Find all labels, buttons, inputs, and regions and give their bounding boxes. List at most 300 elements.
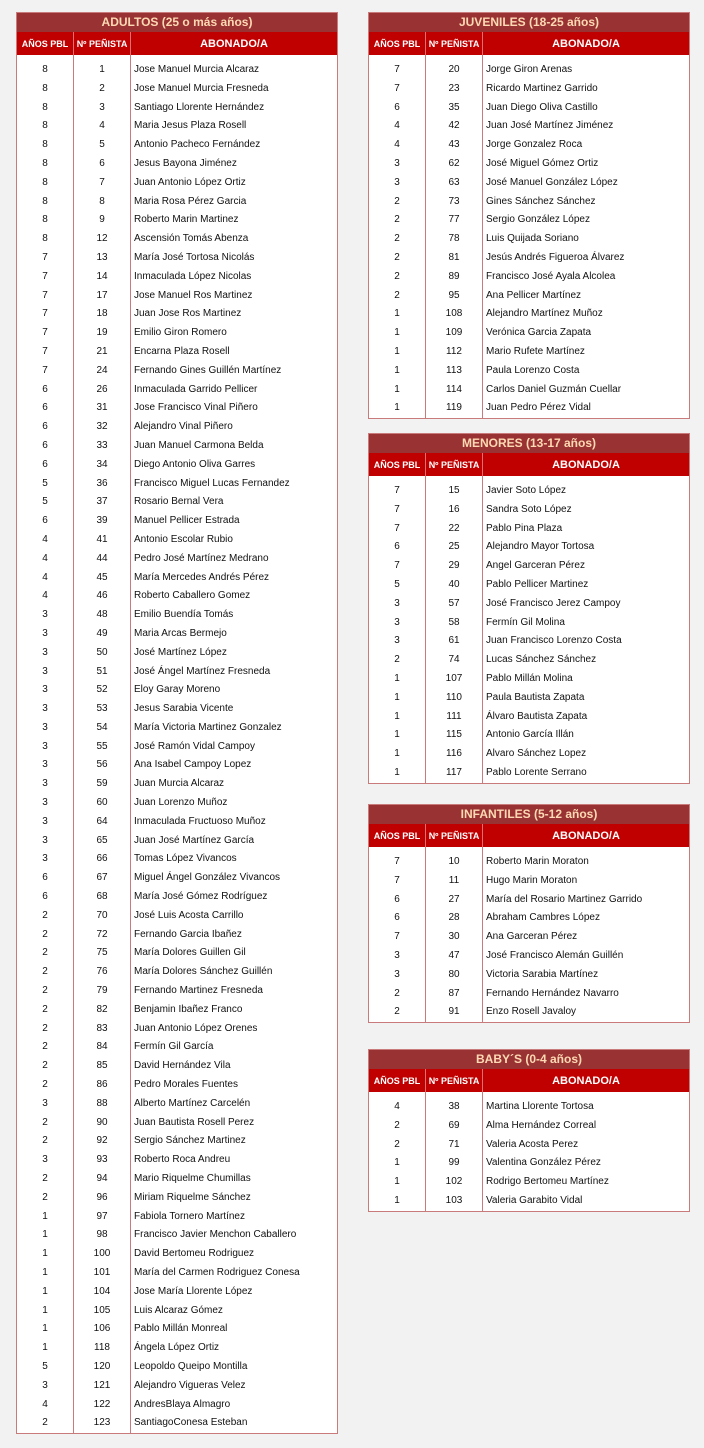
- years-cell: 2: [17, 982, 74, 1001]
- table-row: [17, 475, 338, 494]
- member-cell: Fermín Gil García: [134, 1041, 214, 1053]
- member-cell: Victoria Sarabia Martínez: [486, 968, 599, 980]
- years-cell: 3: [17, 719, 74, 738]
- member-cell: Ana Pellicer Martínez: [486, 289, 582, 301]
- table-row: [17, 625, 338, 644]
- years-cell: 3: [369, 614, 426, 633]
- years-cell: 2: [369, 1136, 426, 1155]
- number-cell: 11: [426, 872, 483, 891]
- years-cell: 1: [17, 1283, 74, 1302]
- number-cell: 9: [74, 211, 131, 230]
- years-cell: 1: [369, 764, 426, 783]
- number-cell: 69: [426, 1117, 483, 1136]
- years-cell: 3: [17, 663, 74, 682]
- member-cell: Jesús Andrés Figueroa Álvarez: [486, 251, 625, 263]
- number-cell: 49: [74, 625, 131, 644]
- table-row: [17, 1114, 338, 1133]
- table-row: [17, 907, 338, 926]
- member-cell: Jose Manuel Murcia Alcaraz: [134, 64, 260, 75]
- member-cell: Antonio Escolar Rubio: [134, 533, 233, 545]
- table-row: [17, 287, 338, 306]
- years-cell: 8: [17, 99, 74, 118]
- number-cell: 110: [426, 689, 483, 708]
- years-cell: 7: [369, 520, 426, 539]
- number-cell: 60: [74, 794, 131, 813]
- years-cell: 7: [369, 80, 426, 99]
- member-cell: Maria Arcas Bermejo: [134, 627, 227, 639]
- member-cell: María Victoria Martinez Gonzalez: [134, 721, 282, 733]
- table-babys: [368, 1049, 690, 1212]
- number-cell: 43: [426, 136, 483, 155]
- member-cell: Jose María Llorente López: [134, 1285, 253, 1297]
- member-cell: Pablo Pellicer Martinez: [486, 578, 589, 590]
- table-row: [369, 928, 690, 947]
- member-cell: María Dolores Sánchez Guillén: [134, 966, 273, 978]
- years-cell: 5: [17, 493, 74, 512]
- table-row: [17, 1151, 338, 1170]
- years-cell: 3: [17, 775, 74, 794]
- member-cell: Francisco Javier Menchon Caballero: [134, 1229, 297, 1241]
- years-cell: 1: [369, 708, 426, 727]
- number-cell: 77: [426, 211, 483, 230]
- table-row: [17, 944, 338, 963]
- number-cell: 6: [74, 155, 131, 174]
- years-cell: 3: [17, 832, 74, 851]
- member-cell: Alejandro Vigueras Velez: [134, 1379, 246, 1391]
- col-member-header: ABONADO/A: [483, 1069, 690, 1092]
- table-infantiles: [368, 804, 690, 1023]
- table-row: [369, 501, 690, 520]
- member-cell: Benjamin Ibañez Franco: [134, 1003, 243, 1015]
- member-cell: Juan José Martínez Jiménez: [486, 120, 614, 132]
- years-cell: 8: [17, 61, 74, 80]
- years-cell: 2: [17, 1170, 74, 1189]
- table-row: [17, 1095, 338, 1114]
- member-cell: Juan Antonio López Ortiz: [134, 176, 246, 188]
- number-cell: 33: [74, 437, 131, 456]
- number-cell: 87: [426, 985, 483, 1004]
- number-cell: 29: [426, 557, 483, 576]
- years-cell: 8: [17, 211, 74, 230]
- member-cell: Valeria Garabito Vidal: [486, 1194, 583, 1206]
- table-row: [17, 1339, 338, 1358]
- member-cell: Inmaculada López Nicolas: [134, 270, 252, 282]
- table-row: [17, 418, 338, 437]
- table-row: [17, 926, 338, 945]
- years-cell: 2: [17, 1132, 74, 1151]
- years-cell: 3: [17, 606, 74, 625]
- number-cell: 42: [426, 117, 483, 136]
- table-row: [17, 1226, 338, 1245]
- col-member-header: ABONADO/A: [483, 32, 690, 55]
- table-row: [17, 982, 338, 1001]
- member-cell: Pedro José Martínez Medrano: [134, 552, 269, 564]
- member-cell: Encarna Plaza Rosell: [134, 345, 230, 357]
- member-cell: Juan José Martínez García: [134, 834, 255, 846]
- years-cell: 7: [369, 61, 426, 80]
- member-cell: Juan Antonio López Orenes: [134, 1022, 258, 1034]
- table-title: MENORES (13-17 años): [369, 434, 690, 454]
- years-cell: 1: [369, 1192, 426, 1211]
- number-cell: 93: [74, 1151, 131, 1170]
- col-number-header: Nº PEÑISTA: [426, 1069, 483, 1092]
- years-cell: 2: [17, 1057, 74, 1076]
- table-row: [369, 61, 690, 80]
- table-row: [17, 606, 338, 625]
- number-cell: 25: [426, 538, 483, 557]
- years-cell: 1: [17, 1245, 74, 1264]
- member-cell: Roberto Caballero Gomez: [134, 590, 251, 602]
- table-row: [369, 80, 690, 99]
- table-row: [17, 211, 338, 230]
- table-row: [17, 230, 338, 249]
- member-cell: Sandra Soto López: [486, 503, 572, 515]
- table-row: [17, 813, 338, 832]
- years-cell: 7: [17, 343, 74, 362]
- member-cell: Verónica Garcia Zapata: [486, 327, 592, 339]
- number-cell: 89: [426, 268, 483, 287]
- table-row: [369, 155, 690, 174]
- number-cell: 2: [74, 80, 131, 99]
- member-cell: José Manuel González López: [486, 176, 618, 188]
- years-cell: 2: [17, 926, 74, 945]
- member-cell: Diego Antonio Oliva Garres: [134, 458, 256, 470]
- number-cell: 75: [74, 944, 131, 963]
- years-cell: 3: [369, 155, 426, 174]
- number-cell: 64: [74, 813, 131, 832]
- table-row: [369, 985, 690, 1004]
- table-row: [369, 399, 690, 418]
- col-years-header: AÑOS PBL: [369, 32, 426, 55]
- number-cell: 76: [74, 963, 131, 982]
- number-cell: 68: [74, 888, 131, 907]
- number-cell: 91: [426, 1003, 483, 1022]
- table-row: [17, 1245, 338, 1264]
- years-cell: 2: [17, 1189, 74, 1208]
- table-row: [17, 869, 338, 888]
- number-cell: 8: [74, 193, 131, 212]
- years-cell: 4: [17, 550, 74, 569]
- years-cell: 3: [369, 966, 426, 985]
- member-cell: María del Rosario Martinez Garrido: [486, 893, 643, 905]
- number-cell: 56: [74, 756, 131, 775]
- table-row: [369, 670, 690, 689]
- number-cell: 74: [426, 651, 483, 670]
- table-row: [369, 614, 690, 633]
- years-cell: 2: [369, 287, 426, 306]
- table-title: INFANTILES (5-12 años): [369, 805, 690, 825]
- years-cell: 2: [369, 1117, 426, 1136]
- table-row: [369, 947, 690, 966]
- member-cell: Juan Francisco Lorenzo Costa: [486, 635, 622, 647]
- number-cell: 116: [426, 745, 483, 764]
- table-row: [17, 1170, 338, 1189]
- years-cell: 6: [17, 888, 74, 907]
- number-cell: 53: [74, 700, 131, 719]
- member-cell: Fernando Hernández Navarro: [486, 987, 619, 999]
- number-cell: 27: [426, 891, 483, 910]
- table-row: [369, 362, 690, 381]
- number-cell: 57: [426, 595, 483, 614]
- years-cell: 1: [17, 1264, 74, 1283]
- number-cell: 15: [426, 482, 483, 501]
- number-cell: 63: [426, 174, 483, 193]
- years-cell: 3: [17, 1377, 74, 1396]
- table-row: [369, 1136, 690, 1155]
- member-cell: Francisco José Ayala Alcolea: [486, 270, 616, 282]
- years-cell: 7: [17, 268, 74, 287]
- member-cell: Miguel Ángel González Vivancos: [134, 872, 281, 884]
- number-cell: 67: [74, 869, 131, 888]
- member-cell: Rosario Bernal Vera: [134, 496, 224, 508]
- number-cell: 12: [74, 230, 131, 249]
- table-title: ADULTOS (25 o más años): [17, 13, 338, 33]
- years-cell: 2: [369, 651, 426, 670]
- table-row: [17, 155, 338, 174]
- table-row: [369, 909, 690, 928]
- member-cell: Sergio Sánchez Martinez: [134, 1135, 246, 1147]
- member-cell: Juan Pedro Pérez Vidal: [486, 402, 591, 414]
- table-row: [17, 832, 338, 851]
- number-cell: 81: [426, 249, 483, 268]
- years-cell: 7: [17, 305, 74, 324]
- member-cell: Pablo Millán Molina: [486, 672, 573, 684]
- number-cell: 3: [74, 99, 131, 118]
- number-cell: 37: [74, 493, 131, 512]
- number-cell: 113: [426, 362, 483, 381]
- number-cell: 78: [426, 230, 483, 249]
- member-cell: Valeria Acosta Perez: [486, 1138, 579, 1150]
- years-cell: 1: [369, 305, 426, 324]
- member-cell: Carlos Daniel Guzmán Cuellar: [486, 383, 622, 395]
- col-number-header: Nº PEÑISTA: [426, 824, 483, 847]
- member-cell: Ricardo Martinez Garrido: [486, 82, 598, 94]
- number-cell: 111: [426, 708, 483, 727]
- table-row: [369, 268, 690, 287]
- number-cell: 46: [74, 587, 131, 606]
- years-cell: 3: [17, 813, 74, 832]
- number-cell: 22: [426, 520, 483, 539]
- number-cell: 88: [74, 1095, 131, 1114]
- col-years-header: AÑOS PBL: [369, 824, 426, 847]
- years-cell: 5: [369, 576, 426, 595]
- years-cell: 7: [17, 287, 74, 306]
- col-number-header: Nº PEÑISTA: [426, 32, 483, 55]
- number-cell: 104: [74, 1283, 131, 1302]
- number-cell: 105: [74, 1302, 131, 1321]
- years-cell: 2: [17, 1076, 74, 1095]
- table-row: [369, 1173, 690, 1192]
- table-row: [17, 681, 338, 700]
- years-cell: 7: [369, 482, 426, 501]
- table-row: [17, 99, 338, 118]
- years-cell: 2: [17, 1038, 74, 1057]
- member-cell: Lucas Sánchez Sánchez: [486, 654, 597, 666]
- number-cell: 61: [426, 632, 483, 651]
- table-juveniles: [368, 12, 690, 419]
- years-cell: 3: [369, 632, 426, 651]
- number-cell: 24: [74, 362, 131, 381]
- member-cell: Jose Manuel Murcia Fresneda: [134, 82, 269, 94]
- member-cell: Alvaro Sánchez Lopez: [486, 748, 587, 760]
- member-cell: Roberto Marin Moraton: [486, 856, 589, 867]
- number-cell: 70: [74, 907, 131, 926]
- table-row: [17, 1377, 338, 1396]
- member-cell: Alejandro Mayor Tortosa: [486, 541, 595, 553]
- number-cell: 21: [74, 343, 131, 362]
- years-cell: 2: [17, 907, 74, 926]
- number-cell: 123: [74, 1414, 131, 1433]
- member-cell: Jorge Gonzalez Roca: [486, 139, 583, 151]
- member-cell: María José Tortosa Nicolás: [134, 251, 255, 263]
- member-cell: Fernando Garcia Ibañez: [134, 928, 242, 940]
- table-row: [17, 1208, 338, 1227]
- table-row: [369, 343, 690, 362]
- number-cell: 36: [74, 475, 131, 494]
- number-cell: 92: [74, 1132, 131, 1151]
- number-cell: 17: [74, 287, 131, 306]
- years-cell: 6: [369, 909, 426, 928]
- table-row: [17, 80, 338, 99]
- number-cell: 28: [426, 909, 483, 928]
- years-cell: 3: [17, 700, 74, 719]
- number-cell: 35: [426, 99, 483, 118]
- number-cell: 39: [74, 512, 131, 531]
- table-row: [17, 249, 338, 268]
- years-cell: 8: [17, 230, 74, 249]
- member-cell: Manuel Pellicer Estrada: [134, 515, 240, 527]
- table-row: [17, 1320, 338, 1339]
- number-cell: 48: [74, 606, 131, 625]
- member-cell: Abraham Cambres López: [486, 912, 600, 924]
- table-row: [17, 324, 338, 343]
- years-cell: 6: [369, 891, 426, 910]
- number-cell: 98: [74, 1226, 131, 1245]
- col-number-header: Nº PEÑISTA: [426, 453, 483, 476]
- years-cell: 8: [17, 174, 74, 193]
- years-cell: 4: [17, 1396, 74, 1415]
- table-menores: [368, 433, 690, 784]
- table-row: [369, 538, 690, 557]
- table-row: [17, 1001, 338, 1020]
- number-cell: 13: [74, 249, 131, 268]
- member-cell: Fernando Martinez Fresneda: [134, 985, 263, 997]
- number-cell: 83: [74, 1020, 131, 1039]
- number-cell: 18: [74, 305, 131, 324]
- years-cell: 2: [369, 268, 426, 287]
- years-cell: 1: [369, 726, 426, 745]
- table-row: [17, 1132, 338, 1151]
- table-row: [369, 174, 690, 193]
- number-cell: 117: [426, 764, 483, 783]
- number-cell: 54: [74, 719, 131, 738]
- years-cell: 7: [369, 928, 426, 947]
- years-cell: 2: [369, 985, 426, 1004]
- member-cell: David Hernández Vila: [134, 1060, 231, 1072]
- table-row: [369, 117, 690, 136]
- table-row: [369, 576, 690, 595]
- member-cell: Ana Isabel Campoy Lopez: [134, 759, 252, 771]
- table-row: [17, 1396, 338, 1415]
- number-cell: 7: [74, 174, 131, 193]
- table-row: [369, 1117, 690, 1136]
- member-cell: Alejandro Vinal Piñero: [134, 421, 233, 433]
- table-row: [17, 117, 338, 136]
- years-cell: 7: [369, 853, 426, 872]
- years-cell: 1: [369, 1173, 426, 1192]
- number-cell: 62: [426, 155, 483, 174]
- member-cell: María del Carmen Rodriguez Conesa: [134, 1267, 300, 1278]
- years-cell: 7: [369, 872, 426, 891]
- years-cell: 1: [369, 362, 426, 381]
- table-row: [369, 287, 690, 306]
- table-row: [369, 520, 690, 539]
- number-cell: 59: [74, 775, 131, 794]
- col-member-header: ABONADO/A: [483, 453, 690, 476]
- member-cell: Antonio Pacheco Fernández: [134, 139, 261, 151]
- years-cell: 3: [369, 595, 426, 614]
- years-cell: 8: [17, 193, 74, 212]
- table-row: [369, 708, 690, 727]
- col-member-header: ABONADO/A: [131, 32, 338, 55]
- member-cell: Jorge Giron Arenas: [486, 64, 573, 75]
- table-row: [17, 1020, 338, 1039]
- member-cell: José Francisco Alemán Guillén: [486, 949, 624, 961]
- number-cell: 73: [426, 193, 483, 212]
- table-row: [17, 268, 338, 287]
- member-cell: Jesus Sarabia Vicente: [134, 703, 234, 715]
- table-row: [17, 775, 338, 794]
- years-cell: 2: [369, 249, 426, 268]
- member-cell: Jose Francisco Vinal Piñero: [134, 402, 258, 414]
- years-cell: 1: [17, 1320, 74, 1339]
- member-cell: Jose Manuel Ros Martinez: [134, 289, 253, 301]
- table-row: [17, 963, 338, 982]
- number-cell: 82: [74, 1001, 131, 1020]
- table-row: [369, 136, 690, 155]
- years-cell: 1: [369, 1154, 426, 1173]
- table-row: [17, 587, 338, 606]
- number-cell: 101: [74, 1264, 131, 1283]
- years-cell: 6: [17, 418, 74, 437]
- member-cell: Antonio García Illán: [486, 729, 574, 741]
- number-cell: 115: [426, 726, 483, 745]
- number-cell: 40: [426, 576, 483, 595]
- number-cell: 96: [74, 1189, 131, 1208]
- table-row: [17, 493, 338, 512]
- table-adultos: [16, 12, 338, 1434]
- table-row: [369, 381, 690, 400]
- number-cell: 38: [426, 1098, 483, 1117]
- years-cell: 2: [17, 1114, 74, 1133]
- years-cell: 6: [17, 399, 74, 418]
- years-cell: 3: [17, 681, 74, 700]
- number-cell: 80: [426, 966, 483, 985]
- years-cell: 4: [369, 136, 426, 155]
- years-cell: 5: [17, 475, 74, 494]
- number-cell: 122: [74, 1396, 131, 1415]
- table-row: [17, 61, 338, 80]
- member-cell: Enzo Rosell Javaloy: [486, 1006, 577, 1018]
- table-row: [17, 888, 338, 907]
- member-cell: Luis Alcaraz Gómez: [134, 1304, 223, 1316]
- table-row: [17, 756, 338, 775]
- number-cell: 114: [426, 381, 483, 400]
- table-title: BABY´S (0-4 años): [369, 1050, 690, 1070]
- member-cell: Pablo Pina Plaza: [486, 522, 563, 534]
- number-cell: 31: [74, 399, 131, 418]
- table-row: [369, 745, 690, 764]
